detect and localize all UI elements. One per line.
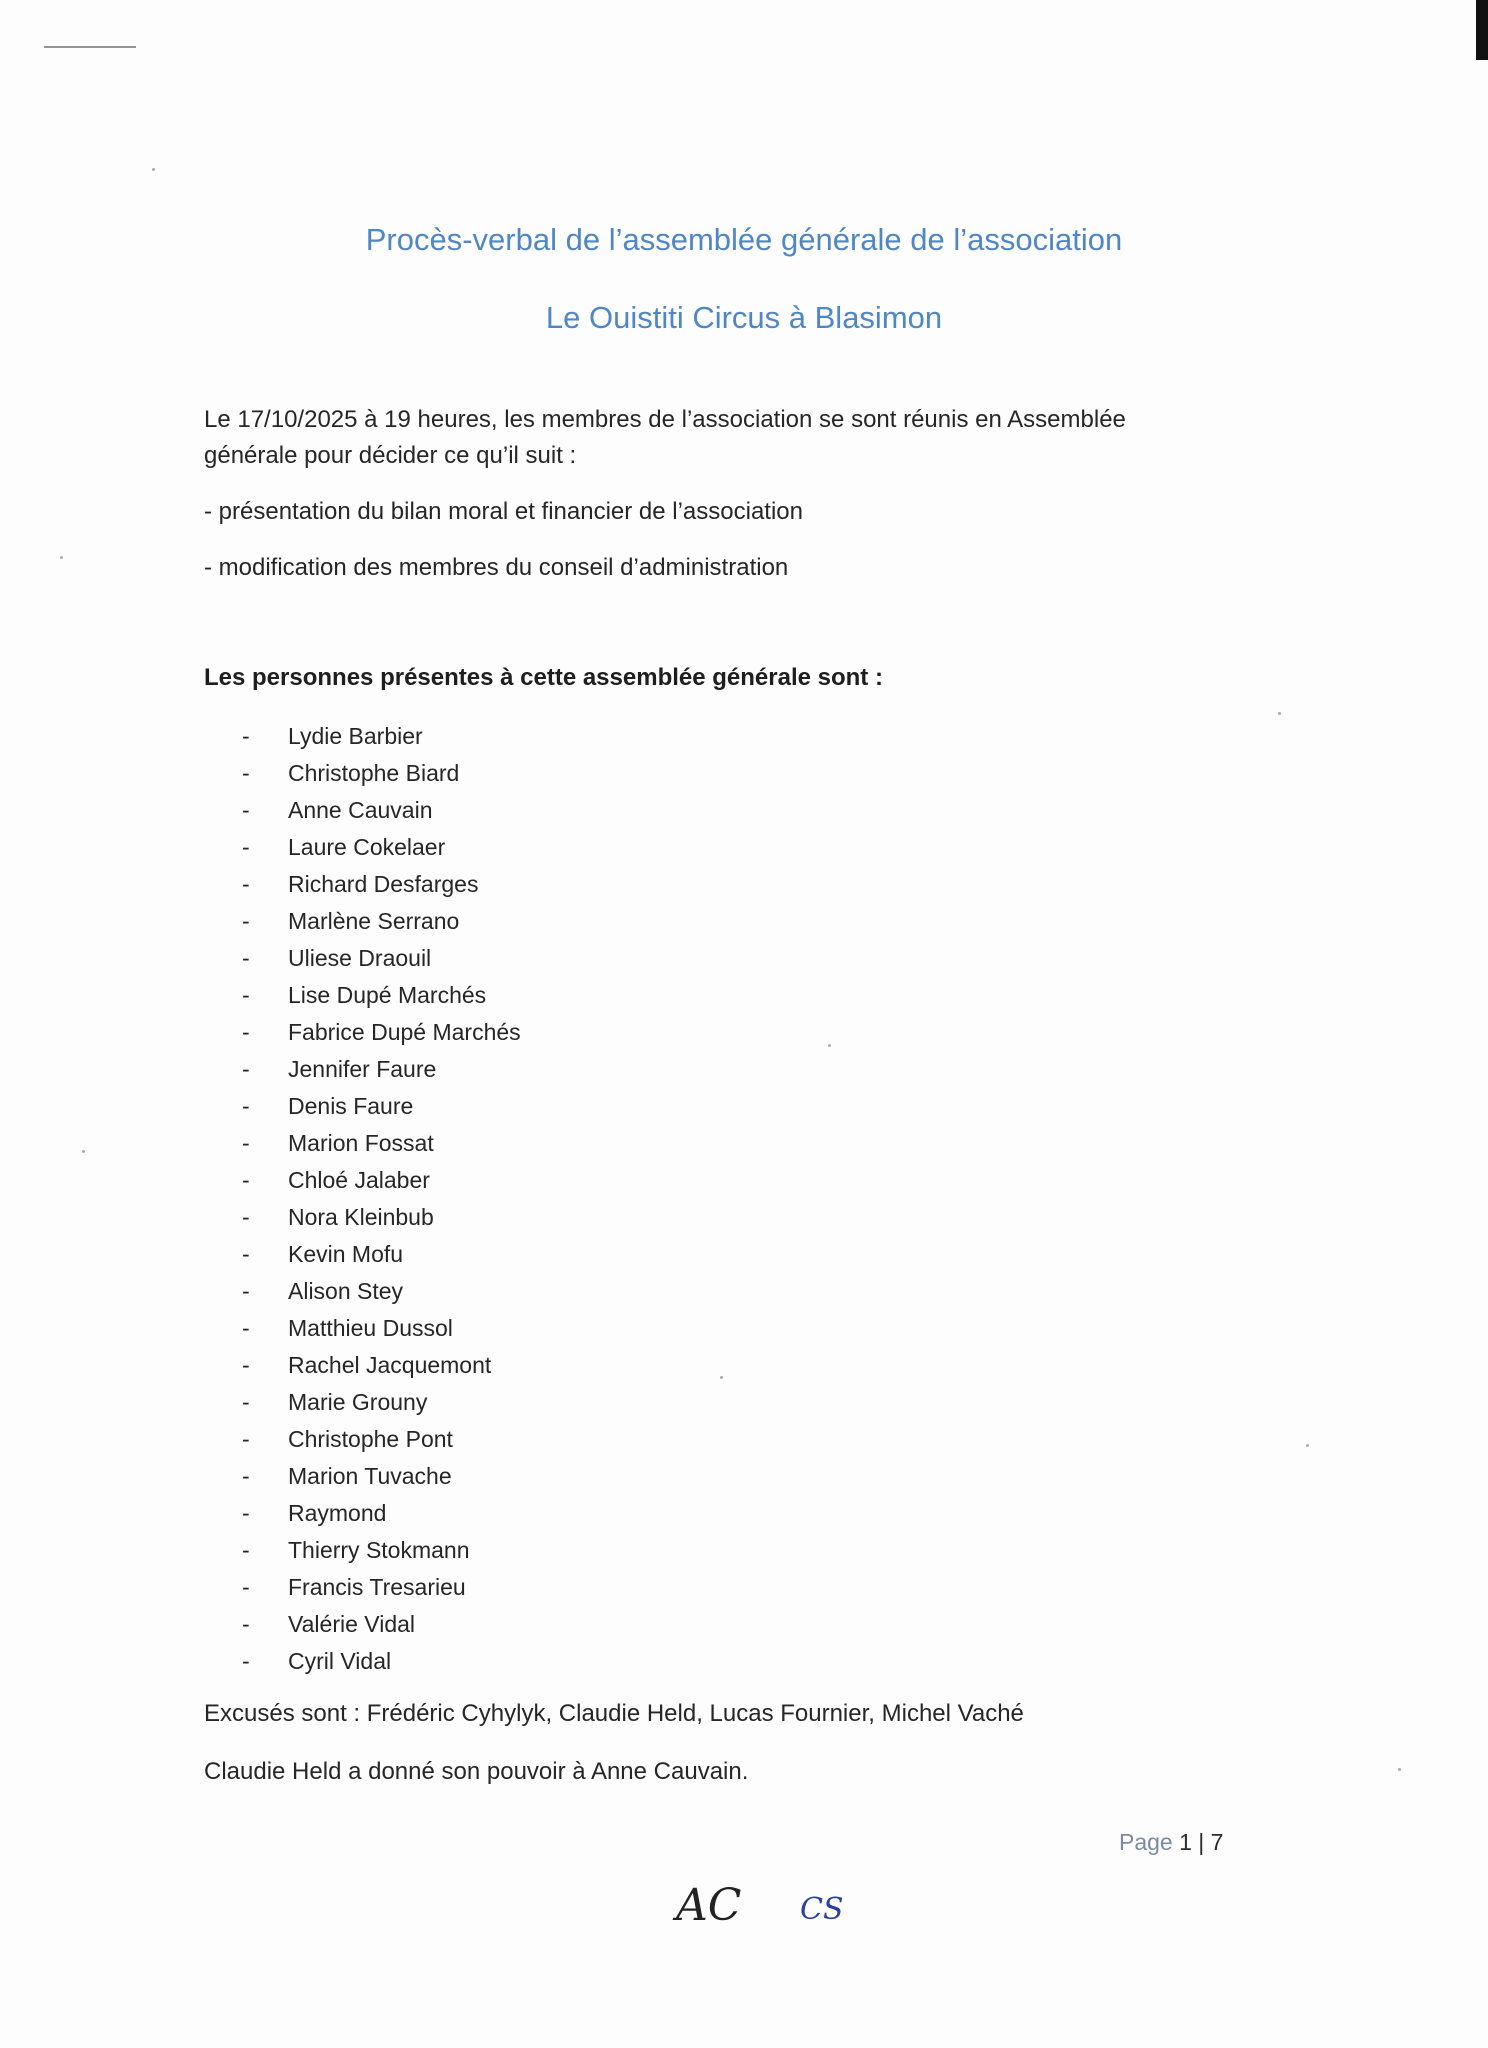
scan-speck	[152, 168, 155, 171]
attendee-item	[242, 1421, 521, 1458]
list-dash: -	[242, 1167, 250, 1193]
attendee-item	[242, 1125, 521, 1162]
agenda-item: - présentation du bilan moral et financier de l’association	[204, 498, 804, 525]
page-number	[1119, 1829, 1223, 1856]
proxy-paragraph: Claudie Held a donné son pouvoir à Anne Cauvain.	[204, 1758, 749, 1785]
attendee-name: Marion Tuvache	[288, 1463, 452, 1489]
attendee-item	[242, 1236, 521, 1273]
list-dash: -	[242, 1352, 250, 1378]
attendee-name: Marlène Serrano	[288, 908, 460, 934]
attendee-name: Uliese Draouil	[288, 945, 432, 971]
scan-speck	[1278, 712, 1281, 715]
attendee-name: Francis Tresarieu	[288, 1574, 466, 1600]
scan-speck	[1398, 1768, 1401, 1771]
attendee-item	[242, 755, 521, 792]
attendee-item	[242, 1569, 521, 1606]
attendee-name: Valérie Vidal	[288, 1611, 416, 1637]
attendee-item	[242, 1162, 521, 1199]
agenda-item: - modification des membres du conseil d’administration	[204, 554, 789, 581]
list-dash: -	[242, 1130, 250, 1156]
handwritten-initials: CS	[800, 1892, 844, 1927]
attendee-item	[242, 866, 521, 903]
scan-mark	[44, 46, 136, 48]
scan-speck	[720, 1376, 723, 1379]
page-separator: |	[1198, 1829, 1205, 1855]
list-dash: -	[242, 1315, 250, 1341]
list-dash: -	[242, 1241, 250, 1267]
attendee-name: Denis Faure	[288, 1093, 414, 1119]
attendee-item	[242, 1014, 521, 1051]
attendee-name: Lise Dupé Marchés	[288, 982, 487, 1008]
attendee-name: Matthieu Dussol	[288, 1315, 453, 1341]
attendee-name: Marie Grouny	[288, 1389, 428, 1415]
page-current: 1	[1179, 1829, 1192, 1855]
list-dash: -	[242, 797, 250, 823]
list-dash: -	[242, 1278, 250, 1304]
attendee-name: Marion Fossat	[288, 1130, 434, 1156]
handwritten-initials: AC	[676, 1880, 742, 1931]
list-dash: -	[242, 1204, 250, 1230]
list-dash: -	[242, 1537, 250, 1563]
list-dash: -	[242, 1463, 250, 1489]
list-dash: -	[242, 1500, 250, 1526]
attendee-item	[242, 718, 521, 755]
list-dash: -	[242, 945, 250, 971]
attendee-name: Jennifer Faure	[288, 1056, 437, 1082]
attendee-item	[242, 903, 521, 940]
list-dash: -	[242, 1389, 250, 1415]
attendee-name: Rachel Jacquemont	[288, 1352, 492, 1378]
list-dash: -	[242, 723, 250, 749]
attendee-name: Alison Stey	[288, 1278, 404, 1304]
document-title: Procès-verbal de l’assemblée générale de l’association	[365, 222, 1123, 257]
attendee-name: Thierry Stokmann	[288, 1537, 470, 1563]
intro-paragraph: Le 17/10/2025 à 19 heures, les membres de l’association se sont réunis en Assemblée générale pour décider ce qu’il suit :	[204, 406, 1126, 469]
attendee-item	[242, 1273, 521, 1310]
list-dash: -	[242, 1056, 250, 1082]
list-dash: -	[242, 908, 250, 934]
list-dash: -	[242, 834, 250, 860]
attendee-item	[242, 829, 521, 866]
excused-paragraph: Excusés sont : Frédéric Cyhylyk, Claudie Held, Lucas Fournier, Michel Vaché	[204, 1700, 1024, 1727]
list-dash: -	[242, 1019, 250, 1045]
attendee-list	[242, 718, 521, 1680]
attendee-item	[242, 1199, 521, 1236]
attendee-name: Christophe Pont	[288, 1426, 453, 1452]
list-dash: -	[242, 1574, 250, 1600]
list-dash: -	[242, 1648, 250, 1674]
attendee-name: Anne Cauvain	[288, 797, 433, 823]
attendee-item	[242, 940, 521, 977]
scan-speck	[60, 556, 63, 559]
attendee-name: Raymond	[288, 1500, 387, 1526]
attendee-item	[242, 977, 521, 1014]
attendee-item	[242, 1347, 521, 1384]
attendee-item	[242, 1051, 521, 1088]
list-dash: -	[242, 982, 250, 1008]
attendee-name: Cyril Vidal	[288, 1648, 392, 1674]
list-dash: -	[242, 760, 250, 786]
list-dash: -	[242, 1426, 250, 1452]
attendee-item	[242, 1532, 521, 1569]
attendee-item	[242, 1606, 521, 1643]
list-dash: -	[242, 1093, 250, 1119]
page-total: 7	[1210, 1829, 1224, 1855]
scan-speck	[82, 1150, 85, 1153]
scan-speck	[828, 1044, 831, 1047]
scan-speck	[1306, 1444, 1309, 1447]
attendee-item	[242, 1310, 521, 1347]
attendee-name: Nora Kleinbub	[288, 1204, 434, 1230]
attendee-item	[242, 1384, 521, 1421]
list-dash: -	[242, 1611, 250, 1637]
document-subtitle: Le Ouistiti Circus à Blasimon	[545, 300, 943, 335]
attendee-item	[242, 1458, 521, 1495]
list-dash: -	[242, 871, 250, 897]
page-label: Page	[1119, 1829, 1173, 1855]
attendee-item	[242, 1495, 521, 1532]
attendee-item	[242, 1643, 521, 1680]
attendee-name: Fabrice Dupé Marchés	[288, 1019, 521, 1045]
attendee-item	[242, 1088, 521, 1125]
attendee-name: Lydie Barbier	[288, 723, 423, 749]
attendee-name: Laure Cokelaer	[288, 834, 446, 860]
attendee-name: Kevin Mofu	[288, 1241, 404, 1267]
attendee-name: Christophe Biard	[288, 760, 460, 786]
attendee-name: Richard Desfarges	[288, 871, 479, 897]
attendees-heading: Les personnes présentes à cette assemblée générale sont :	[204, 664, 883, 691]
attendee-name: Chloé Jalaber	[288, 1167, 430, 1193]
scan-edge	[1476, 0, 1488, 60]
attendee-item	[242, 792, 521, 829]
